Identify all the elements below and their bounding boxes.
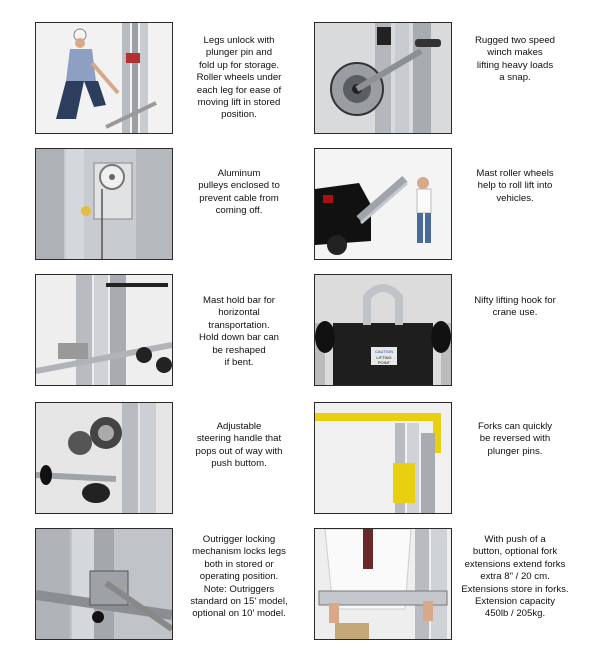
feature-caption-winch: Rugged two speed winch makes lifting heavy loads a snap. [474,35,555,84]
steering-handle-photo [35,402,173,514]
feature-caption-outrigger: Outrigger locking mechanism locks legs both in stored or operating position. Note: Outriggers standard on 15' model, optional on 10' model. [190,534,288,620]
worker-folding-legs-photo [35,22,173,134]
outrigger-lock-photo [35,528,173,640]
fork-extension-photo [314,528,452,640]
pulley-photo [35,148,173,260]
plate-caution-text: CAUTION [375,349,393,354]
feature-caption-fork-extensions: With push of a button, optional fork extensions extend forks extra 8" / 20 cm. Extensions store in forks. Extension capacity 450lb / 205kg. [461,534,569,620]
plate-point-text: POINT [377,360,391,365]
loading-truck-photo [314,148,452,260]
lifting-hook-photo [314,274,452,386]
feature-caption-forks: Forks can quickly be reversed with plunger pins. [477,421,553,457]
winch-photo [314,22,452,134]
feature-caption-mast-rollers: Mast roller wheels help to roll lift into vehicles. [476,168,554,204]
feature-caption-hold-bar: Mast hold bar for horizontal transportation. Hold down bar can be reshaped if bent. [199,295,279,369]
feature-caption-lifting-hook: Nifty lifting hook for crane use. [474,295,556,319]
feature-caption-steering-handle: Adjustable steering handle that pops out of way with push buttom. [195,421,283,470]
forks-photo [314,402,452,514]
plate-lifting-text: LIFTING [376,355,392,360]
feature-caption-legs: Legs unlock with plunger pin and fold up for storage. Roller wheels under each leg for ease of moving lift in stored position. [196,35,282,121]
feature-caption-pulleys: Aluminum pulleys enclosed to prevent cable from coming off. [198,168,280,217]
hold-bar-photo [35,274,173,386]
